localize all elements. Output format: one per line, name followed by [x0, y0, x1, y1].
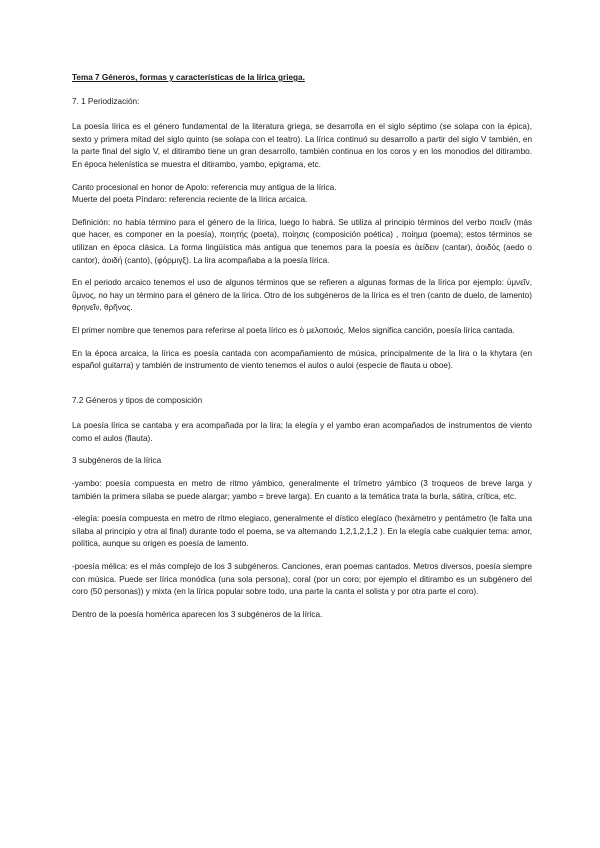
paragraph-melica: -poesía mélica: es el más complejo de los 3 subgéneros. Canciones, eran poemas cantados. Metros diversos, poesía siempre con música. Puede ser lírica monódica (una sola persona), coral (por un coro; por ejemplo el ditirambo es un subgénero del coro (50 personas)) y mixta (en la lírica popular sobre todo, una parte la canta el solista y por otra parte el coro). [72, 562, 532, 597]
paragraph: Dentro de la poesía homérica aparecen los 3 subgéneros de la lírica. [72, 609, 323, 619]
paragraph: Muerte del poeta Píndaro: referencia reciente de la lírica arcaica. [72, 195, 308, 205]
section-heading-generos: 7.2 Géneros y tipos de composición [72, 395, 203, 405]
paragraph: Definición: no había término para el género de la lírica, luego lo habrá. Se utiliza al principio términos del verbo ποιεῖν (más que hacer, es componer en la poesía), ποιητής (poeta), ποίησις (composición poética) , ποίημα (poema); estos términos se utilizan en época clásica. La forma lingüística más antigua que tenemos para la poesía es ἀείδειν (cantar), ἀοιδός (aedo o cantor), ἀοιδή (canto), (φόρμιγξ). La lira acompañaba a la poesía lírica. [72, 217, 532, 265]
paragraph-elegia: -elegía: poesía compuesta en metro de ritmo elegiaco, generalmente el dístico elegíaco (hexámetro y pentámetro (le falta una sílaba al principio y otra al final) durante todo el poema, se va alternando 1,2,1,2,1,2 ). En la elegía cabe cualquier tema: amor, política, aunque su origen es poesía de lamento. [72, 514, 532, 549]
paragraph-yambo: -yambo: poesía compuesta en metro de ritmo yámbico, generalmente el trímetro yámbico (3 troqueos de breve larga y también la primera sílaba se puede alargar; yambo = breve larga). En cuanto a la temática trata la burla, sátira, crítica, etc. [72, 479, 532, 501]
paragraph: La poesía lírica es el género fundamental de la literatura griega, se desarrolla en el siglo séptimo (se solapa con la épica), sexto y primera mitad del siglo quinto (se solapa con el teatro). La lírica continuó su desarrollo a partir del siglo V también, en la parte final del siglo V, el ditirambo tiene un gran desarrollo, también continua en los coros y en los monodios del ditirambo. En época helenística se muestra el ditirambo, yambo, epigrama, etc. [72, 122, 532, 169]
document-page [72, 72, 532, 631]
paragraph: En el periodo arcaico tenemos el uso de algunos términos que se refieren a algunas formas de la lírica por ejemplo: ὑμνεῖν, ὕμνος, no hay un término para el género de la lírica. Otro de los subgéneros de la lírica es el tren (canto de duelo, de lamento) θρηνεῖν, θρῆνος. [72, 278, 532, 313]
paragraph: La poesía lírica se cantaba y era acompañada por la lira; la elegía y el yambo eran acompañados de instrumentos de viento como el aulos (flauta). [72, 421, 532, 443]
section-heading-periodizacion: 7. 1 Periodización: [72, 96, 140, 106]
subheading: 3 subgéneros de la lírica [72, 456, 162, 466]
paragraph: El primer nombre que tenemos para referirse al poeta lírico es ὁ μελοποιός. Melos significa canción, poesía lírica cantada. [72, 325, 515, 335]
document-title: Tema 7 Géneros, formas y características de la lírica griega. [72, 73, 305, 82]
paragraph: Canto procesional en honor de Apolo: referencia muy antigua de la lírica. [72, 182, 337, 192]
paragraph: En la época arcaica, la lírica es poesía cantada con acompañamiento de música, principalmente de la lira o la khytara (en español guitarra) y también de instrumento de viento tenemos el aulos o auloi (especie de flauta u oboe). [72, 348, 532, 371]
